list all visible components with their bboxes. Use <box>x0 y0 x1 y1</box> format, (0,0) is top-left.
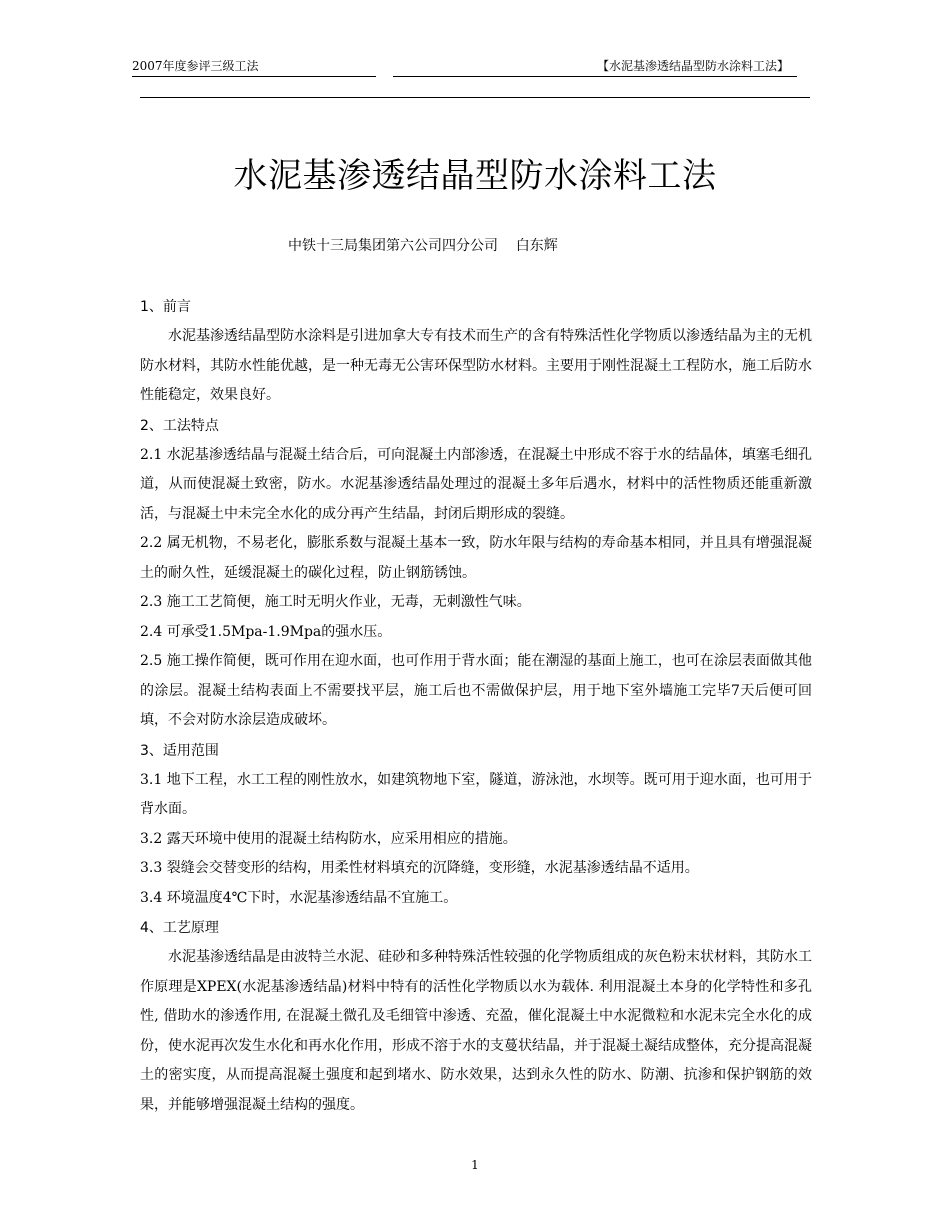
paragraph: 2.2 属无机物，不易老化，膨胀系数与混凝土基本一致，防水年限与结构的寿命基本相同，并且具有增强混凝土的耐久性，延缓混凝土的碳化过程，防止钢筋锈蚀。 <box>140 535 812 581</box>
section-heading-scope: 3、适用范围 <box>140 742 219 759</box>
header-right-text: 【水泥基渗透结晶型防水涂料工法】 <box>393 56 797 77</box>
paragraph: 2.3 施工工艺简便，施工时无明火作业，无毒，无刺激性气味。 <box>140 594 531 610</box>
page-number: 1 <box>471 1158 479 1172</box>
paragraph: 3.2 露天环境中使用的混凝土结构防水，应采用相应的措施。 <box>140 830 517 847</box>
header-left-text: 2007年度参评三级工法 <box>132 56 376 77</box>
author-line: 中铁十三局集团第六公司四分公司 白东辉 <box>288 238 558 254</box>
paragraph: 2.4 可承受1.5Mpa-1.9Mpa的强水压。 <box>140 623 392 640</box>
section-heading-features: 2、工法特点 <box>140 417 219 434</box>
header-divider <box>140 97 810 98</box>
section-heading-principle: 4、工艺原理 <box>140 920 219 936</box>
paragraph: 2.5 施工操作简便，既可作用在迎水面，也可作用于背水面；能在潮湿的基面上施工，也可在涂层表面做其他的涂层。混凝土结构表面上不需要找平层，施工后也不需做保护层，用于地下室外墙施工完毕7天后便可回填，不会对防水涂层造成破坏。 <box>140 653 812 728</box>
paragraph: 2.1 水泥基渗透结晶与混凝土结合后，可向混凝土内部渗透，在混凝土中形成不容于水的结晶体，填塞毛细孔道，从而使混凝土致密，防水。水泥基渗透结晶处理过的混凝土多年后遇水，材料中的活性物质还能重新激活，与混凝土中未完全水化的成分再产生结晶，封闭后期形成的裂缝。 <box>140 446 812 522</box>
paragraph: 3.1 地下工程，水工工程的刚性放水，如建筑物地下室，隧道，游泳池，水坝等。既可用于迎水面，也可用于背水面。 <box>140 771 812 817</box>
paragraph: 水泥基渗透结晶型防水涂料是引进加拿大专有技术而生产的含有特殊活性化学物质以渗透结晶为主的无机防水材料，其防水性能优越，是一种无毒无公害环保型防水材料。主要用于刚性混凝土工程防水，施工后防水性能稳定，效果良好。 <box>140 328 812 403</box>
paragraph: 3.4 环境温度4℃下时，水泥基渗透结晶不宜施工。 <box>140 889 458 906</box>
paragraph: 水泥基渗透结晶是由波特兰水泥、硅砂和多种特殊活性较强的化学物质组成的灰色粉末状材料，其防水工作原理是XPEX(水泥基渗透结晶)材料中特有的活性化学物质以水为载体. 利用混凝土本身的化学特性和多孔性, 借助水的渗透作用, 在混凝土微孔及毛细管中渗透、充盈，催化混凝土中水泥微粒和水泥未完全水化的成份，使水泥再次发生水化和再水化作用，形成不溶于水的支蔓状结晶，并于混凝土凝结成整体，充分提高混凝土的密实度，从而提高混凝土强度和起到堵水、防水效果，达到永久性的防水、防潮、抗渗和保护钢筋的效果，并能够增强混凝土结构的强度。 <box>140 949 812 1113</box>
document-title: 水泥基渗透结晶型防水涂料工法 <box>233 156 717 196</box>
section-heading-preface: 1、前言 <box>140 299 191 315</box>
document-body <box>140 292 812 1120</box>
paragraph: 3.3 裂缝会交替变形的结构，用柔性材料填充的沉降缝，变形缝，水泥基渗透结晶不适用。 <box>140 860 699 876</box>
page-header <box>132 56 797 76</box>
